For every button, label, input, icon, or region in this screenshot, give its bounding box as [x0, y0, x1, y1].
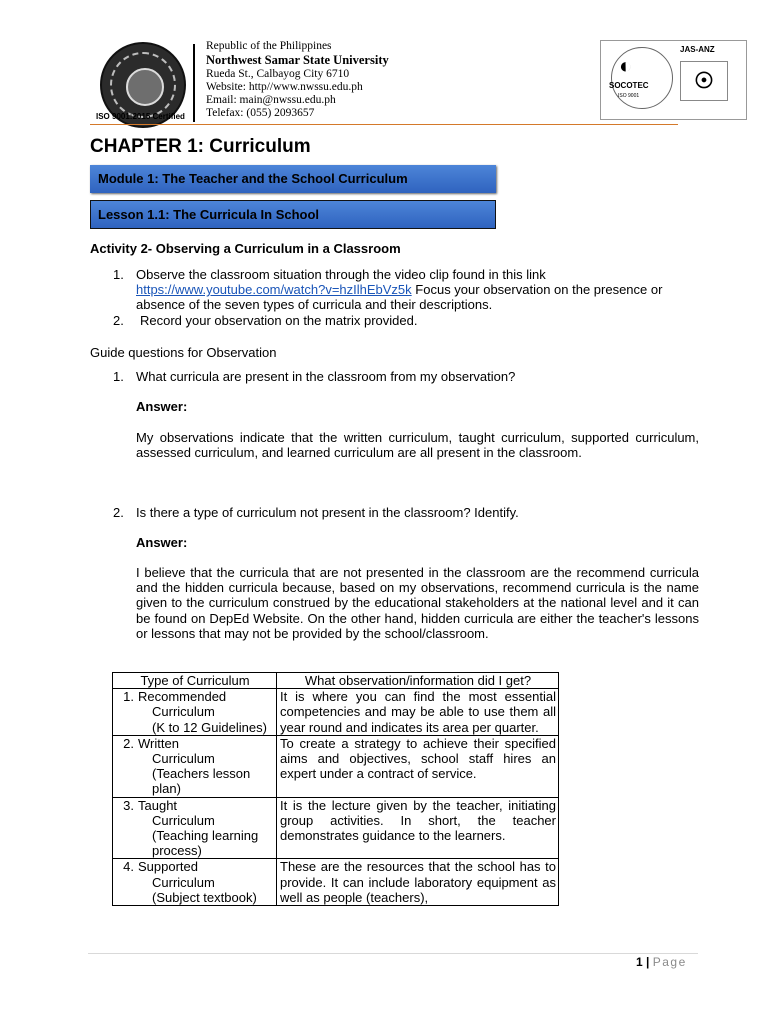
socotec-label: SOCOTEC [609, 81, 649, 90]
table-header-row [113, 673, 559, 689]
type-subtitle: Curriculum [152, 874, 215, 890]
question-2-text: Is there a type of curriculum not present in the classroom? Identify. [136, 505, 519, 520]
header-info [206, 40, 389, 120]
university-name: Northwest Samar State University [206, 53, 389, 67]
email-text: Email: main@nwssu.edu.ph [206, 94, 336, 106]
instruction-2-number: 2. [113, 313, 124, 328]
row-number: 1. [123, 689, 134, 705]
type-example: (K to 12 Guidelines) [152, 719, 267, 735]
telefax-text: Telefax: (055) 2093657 [206, 107, 315, 119]
type-example: (Subject textbook) [152, 889, 257, 905]
answer-2-text: I believe that the curricula that are not presented in the classroom are the recommend curricula and the hidden curricula because, based on my observations, recommend curricula is the name given to the curriculum construed by the educational stakeholders at the national level and it can be found on DepEd Website. On the other hand, hidden curricula are either the teacher's lessons or lessons that may not be provided by the school/classroom. [136, 565, 699, 641]
table-row [113, 797, 559, 859]
row-number: 3. [123, 797, 134, 813]
module-banner [90, 165, 496, 193]
type-subtitle: Curriculum [152, 812, 215, 828]
question-1-number: 1. [113, 369, 124, 384]
question-2-number: 2. [113, 505, 124, 520]
type-name: Recommended [138, 689, 227, 705]
page-footer [636, 955, 687, 969]
republic-text: Republic of the Philippines [206, 40, 332, 52]
observation-cell: It is where you can find the most essential competencies and may be able to use them all year round and indicates its area per quarter. [277, 689, 559, 736]
observation-cell: It is the lecture given by the teacher, initiating group activities. In short, the teacher demonstrates guidance to the learners. [277, 797, 559, 859]
lesson-banner [90, 200, 496, 229]
table-row [113, 735, 559, 797]
type-example: (Teaching learning process) [152, 828, 259, 859]
socotec-iso-label: ISO 9001 [618, 93, 640, 99]
type-subtitle: Curriculum [152, 751, 215, 767]
question-1-text: What curricula are present in the classroom from my observation? [136, 369, 516, 384]
type-example: (Teachers lesson plan) [152, 766, 251, 797]
row-number: 4. [123, 859, 134, 875]
header-type-cell: Type of Curriculum [113, 673, 277, 689]
table-row [113, 689, 559, 736]
chapter-title: CHAPTER 1: Curriculum [90, 136, 311, 157]
row-number: 2. [123, 735, 134, 751]
instruction-1-number: 1. [113, 267, 124, 282]
footer-rule [88, 953, 698, 954]
answer-1-label: Answer: [136, 399, 188, 414]
instruction-2-text: Record your observation on the matrix provided. [140, 313, 418, 328]
instruction-1 [136, 267, 670, 313]
socotec-mark-icon: ◐ [619, 53, 633, 78]
type-cell [113, 735, 277, 797]
header-rule [90, 124, 678, 125]
observation-cell: To create a strategy to achieve their specified aims and objectives, school staff hires an expert under a contract of service. [277, 735, 559, 797]
header-observation-cell: What observation/information did I get? [277, 673, 559, 689]
page-number: 1 [636, 955, 643, 969]
answer-2-label: Answer: [136, 535, 188, 550]
page-separator: | [646, 955, 650, 969]
lesson-title: Lesson 1.1: The Curricula In School [98, 207, 320, 222]
type-cell [113, 797, 277, 859]
guide-heading: Guide questions for Observation [90, 345, 277, 360]
video-link[interactable]: https://www.youtube.com/watch?v=hzIlhEbVz5k [136, 282, 412, 298]
type-subtitle: Curriculum [152, 704, 215, 720]
instruction-1-text-cont: Focus your observation on the presence or absence of the seven types of curricula and their descriptions. [136, 282, 663, 313]
jas-anz-label: JAS-ANZ [680, 45, 715, 54]
website-text: Website: http//www.nwssu.edu.ph [206, 81, 363, 93]
certification-logos [600, 40, 747, 120]
observation-matrix [112, 672, 559, 906]
table-row [113, 859, 559, 906]
type-name: Supported [138, 859, 198, 875]
activity-title: Activity 2- Observing a Curriculum in a Classroom [90, 241, 401, 256]
header-divider [193, 44, 195, 122]
address-text: Rueda St., Calbayog City 6710 [206, 68, 350, 80]
type-name: Taught [138, 797, 178, 813]
jas-anz-logo-icon: ☉ [680, 61, 728, 101]
iso-certified-label: ISO 9001:2015 Certified [96, 112, 185, 121]
type-name: Written [138, 735, 179, 751]
observation-cell: These are the resources that the school has to provide. It can include laboratory equipment as well as people (teachers), [277, 859, 559, 906]
type-cell [113, 859, 277, 906]
seal-emblem [126, 68, 164, 106]
module-title: Module 1: The Teacher and the School Curriculum [98, 171, 408, 186]
page-label: Page [652, 955, 687, 969]
answer-1-text: My observations indicate that the written curriculum, taught curriculum, supported curriculum, assessed curriculum, and learned curriculum are all present in the classroom. [136, 430, 699, 461]
type-cell [113, 689, 277, 736]
instruction-1-text: Observe the classroom situation through the video clip found in this link [136, 267, 546, 282]
